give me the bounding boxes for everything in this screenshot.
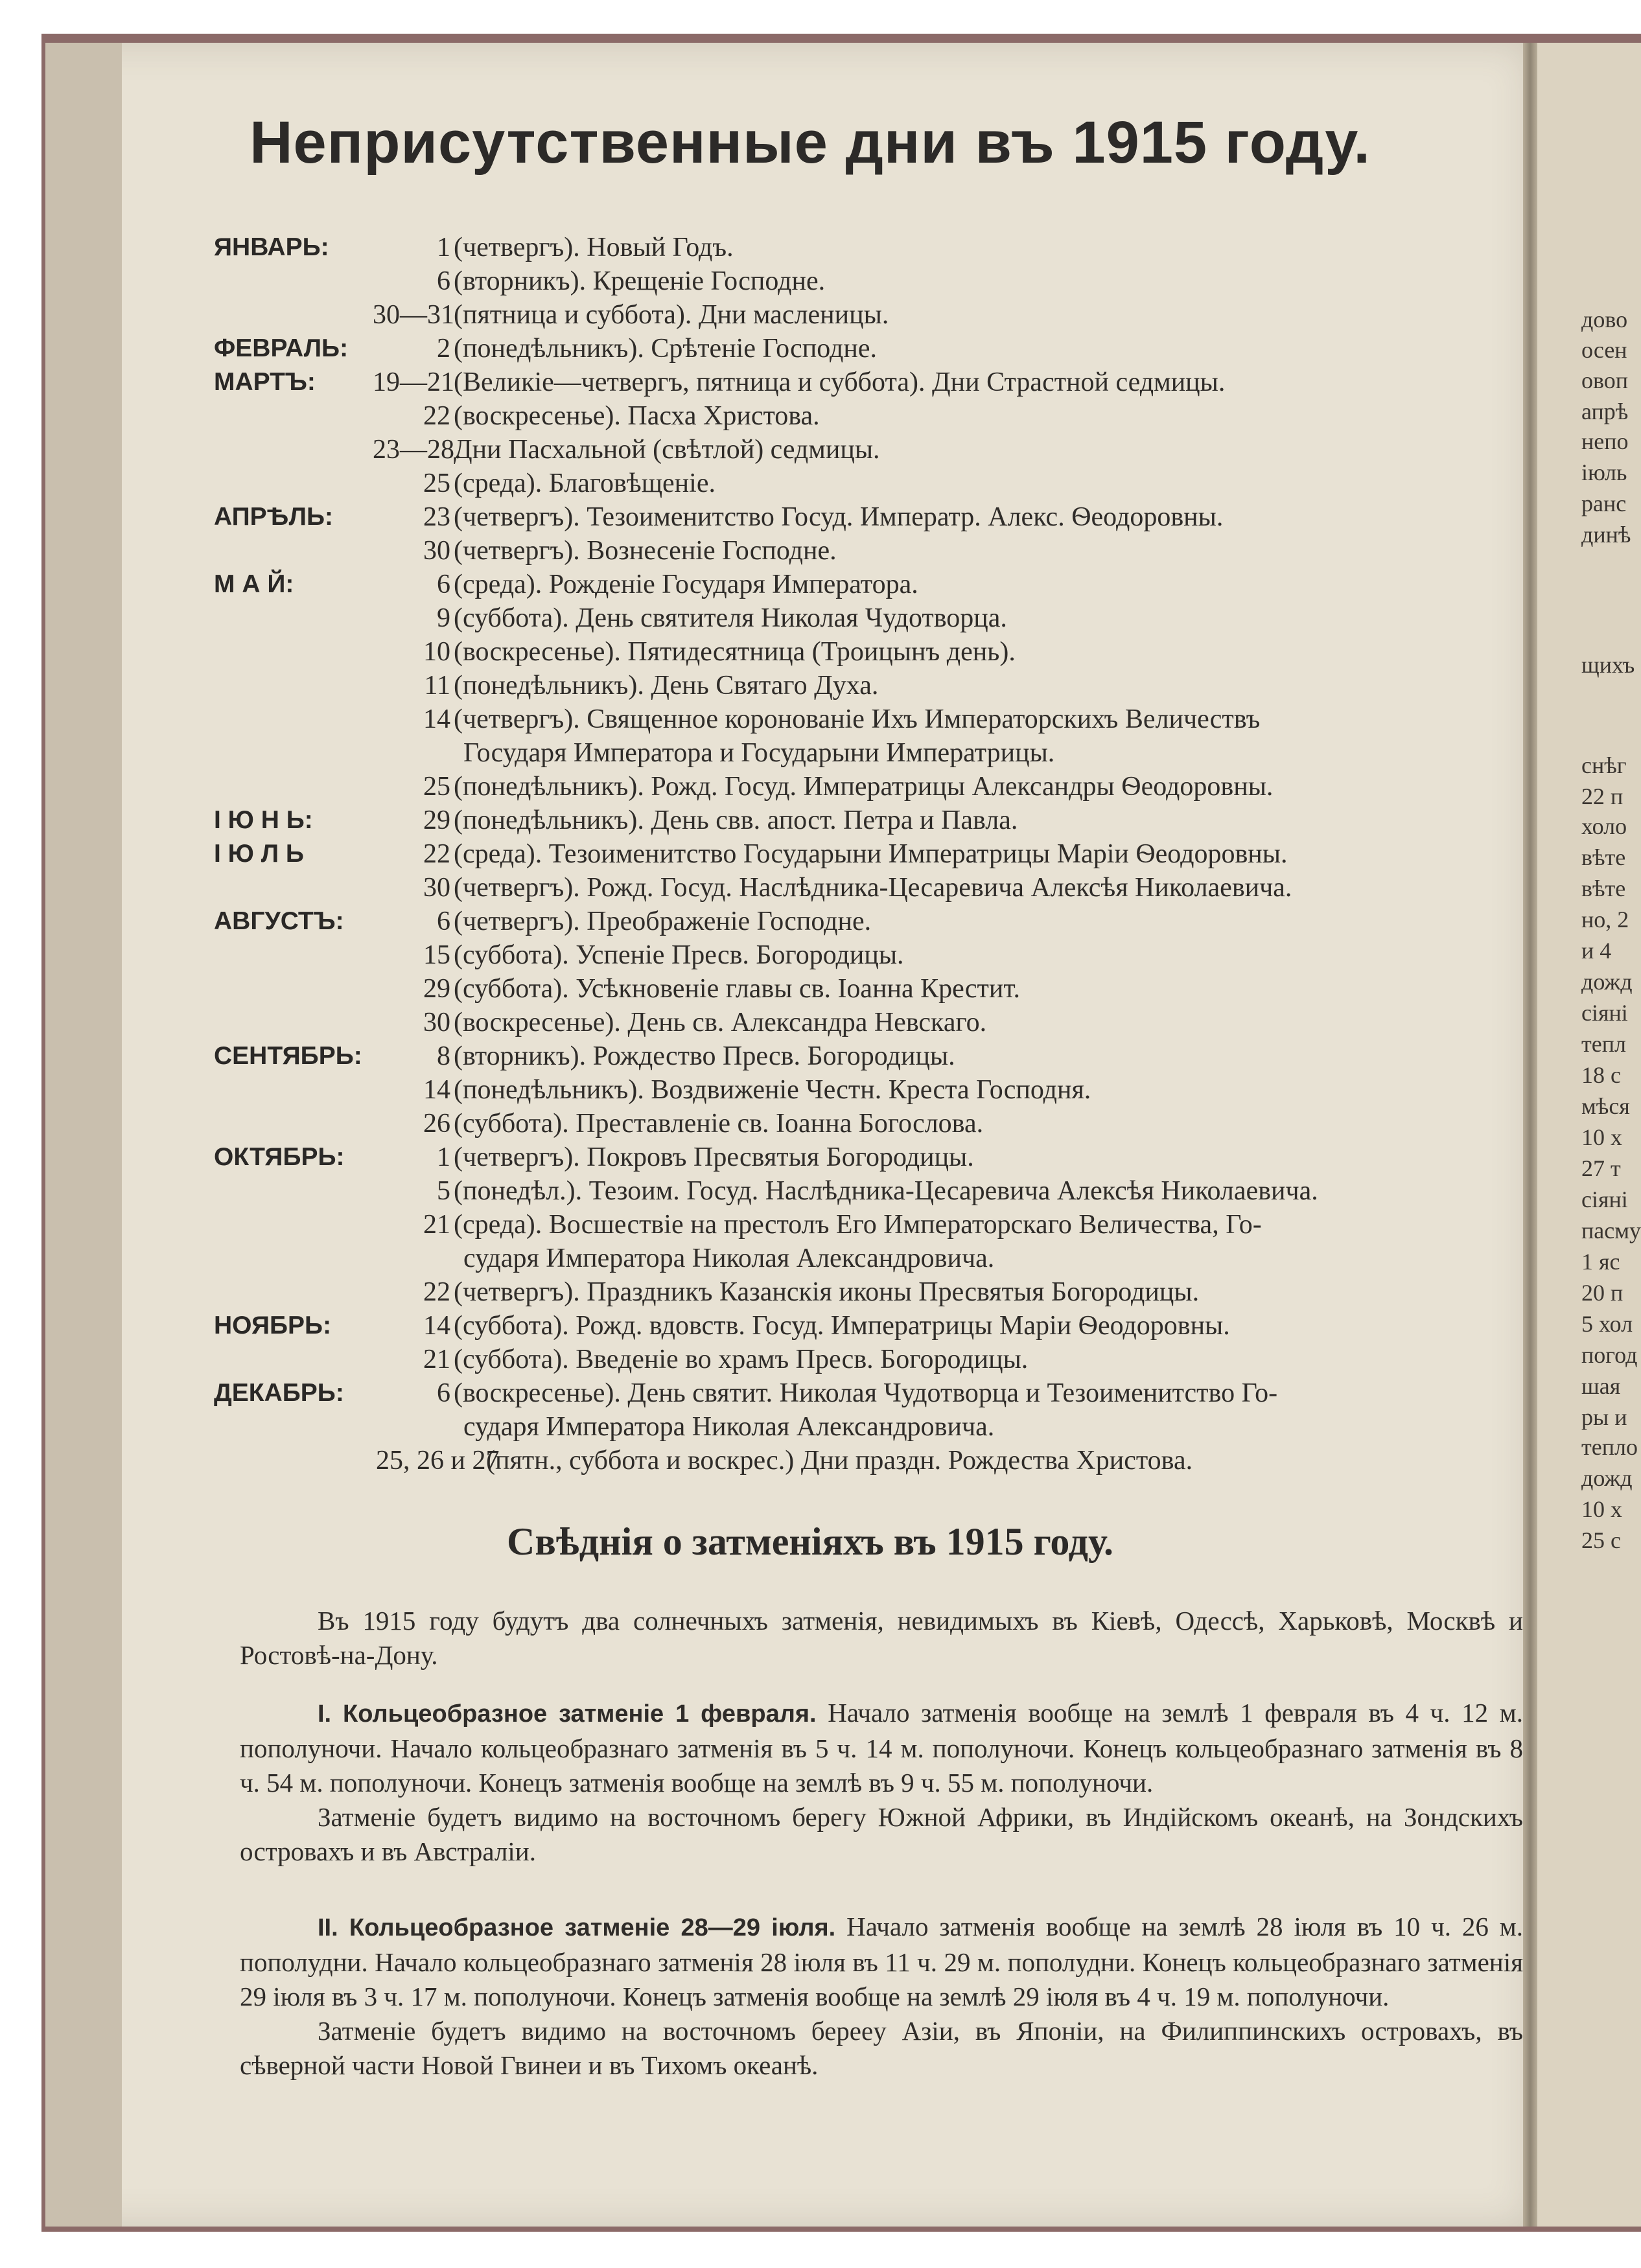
holiday-description: (пятница и суббота). Дни масленицы. xyxy=(454,300,889,330)
holiday-row xyxy=(214,669,1523,702)
holiday-day: 30 xyxy=(423,536,450,566)
holiday-day: 14 xyxy=(423,704,450,734)
holiday-month: АПРѢЛЬ: xyxy=(214,503,333,531)
holiday-description: (понедѣл.). Тезоим. Госуд. Наслѣдника-Цесаревича Алексѣя Николаевича. xyxy=(454,1176,1318,1206)
holiday-row xyxy=(214,871,1523,905)
holiday-row xyxy=(214,467,1523,500)
facing-page-fragment: погод xyxy=(1581,1342,1638,1368)
facing-page-fragment: мѣся xyxy=(1581,1093,1630,1119)
page-edge xyxy=(45,43,122,2227)
holiday-row xyxy=(214,568,1523,601)
holiday-row xyxy=(214,938,1523,972)
facing-page-fragment: холо xyxy=(1581,813,1627,839)
facing-page-fragment: ранс xyxy=(1581,491,1627,516)
holiday-day: 9 xyxy=(437,603,450,633)
holiday-description: (четвергъ). Покровъ Пресвятыя Богородицы. xyxy=(454,1142,974,1172)
holiday-day: 29 xyxy=(423,805,450,835)
holiday-day: 29 xyxy=(423,974,450,1004)
holiday-description: (среда). Благовѣщеніе. xyxy=(454,469,716,498)
eclipse-1-text: Начало затменія вообще на землѣ 1 февраля въ 4 ч. 12 м. пополуночи. Начало кольцеобразнаго затменія въ 5 ч. 14 м. пополуночи. Конецъ кольцеобразнаго затменія въ 8 ч. 54 м. пополуночи. Конецъ затменія вообще на землѣ въ 9 ч. 55 м. пополуночи. xyxy=(240,1698,1523,1798)
facing-page-fragment: тепл xyxy=(1581,1031,1626,1057)
eclipse-1-visibility: Затменіе будетъ видимо на восточномъ берегу Южной Африки, въ Индійскомъ океанѣ, на Зондскихъ островахъ и въ Австраліи. xyxy=(240,1802,1523,1866)
holiday-day: 25, 26 и 27 xyxy=(376,1446,500,1475)
holiday-row xyxy=(214,534,1523,568)
facing-page-fragment: дожд xyxy=(1581,969,1633,995)
holiday-description: (четвергъ). Рожд. Госуд. Наслѣдника-Цесаревича Алексѣя Николаевича. xyxy=(454,873,1292,903)
holiday-day: 5 xyxy=(437,1176,450,1206)
holiday-row xyxy=(214,1444,1523,1477)
holiday-description: (понедѣльникъ). День Святаго Духа. xyxy=(454,671,879,700)
holiday-description: (среда). Тезоименитство Государыни Императрицы Маріи Ѳеодоровны. xyxy=(454,839,1288,869)
holiday-row xyxy=(214,702,1523,736)
holiday-day: 15 xyxy=(423,940,450,970)
holiday-month: СЕНТЯБРЬ: xyxy=(214,1042,362,1070)
holiday-row xyxy=(214,1208,1523,1242)
holiday-description: (воскресенье). Пасха Христова. xyxy=(454,401,820,431)
holiday-row xyxy=(214,332,1523,365)
holiday-day: 1 xyxy=(437,1142,450,1172)
holiday-day: 11 xyxy=(424,671,450,700)
facing-page-fragment: 18 с xyxy=(1581,1062,1621,1088)
holiday-day: 14 xyxy=(423,1311,450,1341)
holiday-description: (четвергъ). Вознесеніе Господне. xyxy=(454,536,837,566)
holiday-day: 23—28. xyxy=(373,435,461,465)
facing-page-fragment: дожд xyxy=(1581,1465,1633,1491)
holiday-description: (Великіе—четвергъ, пятница и суббота). Дни Страстной седмицы. xyxy=(454,367,1226,397)
holiday-month: ФЕВРАЛЬ: xyxy=(214,334,349,362)
holiday-month: НОЯБРЬ: xyxy=(214,1312,332,1339)
facing-page-fragment: дово xyxy=(1581,307,1628,332)
holiday-day: 6 xyxy=(437,907,450,936)
holiday-month: МАРТЪ: xyxy=(214,368,316,396)
facing-page-fragment: 10 х xyxy=(1581,1496,1622,1522)
facing-page-fragment: непо xyxy=(1581,428,1629,454)
holiday-description: (среда). Рожденіе Государя Императора. xyxy=(454,570,918,599)
holiday-row xyxy=(214,399,1523,433)
holiday-description: сударя Императора Николая Александровича. xyxy=(463,1244,995,1273)
holiday-description: (среда). Восшествіе на престолъ Его Императорскаго Величества, Го- xyxy=(454,1210,1262,1240)
holiday-day: 10 xyxy=(423,637,450,667)
holiday-description: Дни Пасхальной (свѣтлой) седмицы. xyxy=(454,435,880,465)
holiday-row xyxy=(214,433,1523,467)
holiday-row xyxy=(214,601,1523,635)
holiday-day: 30 xyxy=(423,873,450,903)
holiday-row xyxy=(214,298,1523,332)
holiday-row xyxy=(214,1140,1523,1174)
eclipse-2-block xyxy=(240,1910,1523,2083)
holiday-description: (понедѣльникъ). День свв. апост. Петра и Павла. xyxy=(454,805,1018,835)
holiday-day: 23 xyxy=(423,502,450,532)
holiday-day: 22 xyxy=(423,401,450,431)
holiday-month: ОКТЯБРЬ: xyxy=(214,1143,345,1171)
facing-page-fragment: 27 т xyxy=(1581,1155,1621,1181)
holiday-description: Государя Императора и Государыни Императрицы. xyxy=(463,738,1055,768)
facing-page-fragment: 25 с xyxy=(1581,1527,1621,1553)
holiday-day: 6 xyxy=(437,570,450,599)
holiday-day: 6 xyxy=(437,266,450,296)
facing-page-fragment: 22 п xyxy=(1581,783,1624,809)
eclipse-2-visibility: Затменіе будетъ видимо на восточномъ береeу Азіи, въ Японіи, на Филиппинскихъ островахъ, въ сѣверной части Новой Гвинеи и въ Тихомъ океанѣ. xyxy=(240,2016,1523,2080)
facing-page-fragment: и 4 xyxy=(1581,938,1612,964)
holiday-description: (воскресенье). День св. Александра Невскаго. xyxy=(454,1008,987,1037)
holiday-description: (четвергъ). Священное коронованіе Ихъ Императорскихъ Величествъ xyxy=(454,704,1261,734)
holiday-row xyxy=(214,1073,1523,1107)
eclipse-2-heading: II. Кольцеобразное затменіе 28—29 іюля. xyxy=(318,1914,836,1941)
holiday-day: 19—21 xyxy=(373,367,454,397)
holiday-row xyxy=(214,1343,1523,1376)
holiday-description: (суббота). Введеніе во храмъ Пресв. Богородицы. xyxy=(454,1345,1029,1374)
holiday-row xyxy=(214,1039,1523,1073)
book-gutter xyxy=(1523,43,1537,2227)
holiday-day: 6 xyxy=(437,1378,450,1408)
holiday-description: (понедѣльникъ). Рожд. Госуд. Императрицы Александры Ѳеодоровны. xyxy=(454,772,1274,802)
eclipse-1-heading: I. Кольцеобразное затменіе 1 февраля. xyxy=(318,1700,817,1728)
eclipse-section-title: Свѣднія о затменіяхъ въ 1915 году. xyxy=(507,1520,1113,1563)
facing-page-fragment: динѣ xyxy=(1581,522,1631,548)
holiday-month: І Ю Н Ь: xyxy=(214,806,313,834)
facing-page-fragment: вѣте xyxy=(1581,875,1626,901)
holiday-day: 30 xyxy=(423,1008,450,1037)
holiday-description: (четвергъ). Тезоименитство Госуд. Императр. Алекс. Ѳеодоровны. xyxy=(454,502,1224,532)
holiday-month: АВГУСТЪ: xyxy=(214,907,344,935)
holiday-description: (вторникъ). Крещеніе Господне. xyxy=(454,266,826,296)
holiday-day: 8 xyxy=(437,1041,450,1071)
facing-page-fragment: 10 х xyxy=(1581,1124,1622,1150)
holiday-day: 14 xyxy=(423,1075,450,1105)
holiday-day: 30—31 xyxy=(373,300,454,330)
eclipse-intro-block xyxy=(240,1604,1523,1672)
holiday-description: (воскресенье). Пятидесятница (Троицынъ день). xyxy=(454,637,1016,667)
holiday-row xyxy=(214,1410,1523,1444)
facing-page-fragment: пасму xyxy=(1581,1218,1641,1244)
eclipse-2-paragraph xyxy=(240,1910,1523,2014)
holiday-description: (суббота). Рожд. вдовств. Госуд. Императрицы Маріи Ѳеодоровны. xyxy=(454,1311,1230,1341)
holiday-day: 25 xyxy=(423,772,450,802)
holiday-row xyxy=(214,1006,1523,1039)
holiday-description: (вторникъ). Рождество Пресв. Богородицы. xyxy=(454,1041,955,1071)
holiday-row xyxy=(214,804,1523,837)
holiday-row xyxy=(214,770,1523,804)
facing-page-fragment: апрѣ xyxy=(1581,399,1629,424)
holiday-day: 21 xyxy=(423,1210,450,1240)
holiday-description: (суббота). Преставленіе св. Іоанна Богослова. xyxy=(454,1109,984,1139)
holiday-row xyxy=(214,1309,1523,1343)
holiday-description: (воскресенье). День святит. Николая Чудотворца и Тезоименитство Го- xyxy=(454,1378,1278,1408)
holiday-day: 25 xyxy=(423,469,450,498)
holiday-row xyxy=(214,1107,1523,1140)
eclipse-1-block xyxy=(240,1696,1523,1869)
holiday-row xyxy=(214,1275,1523,1309)
facing-page-fragment: 20 п xyxy=(1581,1280,1624,1306)
holiday-day: 21 xyxy=(423,1345,450,1374)
holiday-month: ДЕКАБРЬ: xyxy=(214,1379,344,1407)
eclipse-intro: Въ 1915 году будутъ два солнечныхъ затменія, невидимыхъ въ Кіевѣ, Одессѣ, Харьковѣ, Москвѣ и Ростовѣ-на-Дону. xyxy=(240,1606,1523,1670)
holiday-row xyxy=(214,1376,1523,1410)
facing-page-fragment: 5 хол xyxy=(1581,1311,1633,1337)
holiday-row xyxy=(214,500,1523,534)
facing-page-fragment: овоп xyxy=(1581,367,1629,393)
holiday-description: (понедѣльникъ). Воздвиженіе Честн. Креста Господня. xyxy=(454,1075,1091,1105)
holiday-description: (четвергъ). Праздникъ Казанскія иконы Пресвятыя Богородицы. xyxy=(454,1277,1200,1307)
holiday-day: 22 xyxy=(423,1277,450,1307)
holiday-day: 22 xyxy=(423,839,450,869)
holiday-row xyxy=(214,905,1523,938)
holiday-row xyxy=(214,231,1523,264)
page-title: Неприсутственные дни въ 1915 году. xyxy=(250,110,1371,176)
facing-page-fragment: сіяні xyxy=(1581,1000,1628,1026)
holiday-description: (суббота). Усѣкновеніе главы св. Іоанна Крестит. xyxy=(454,974,1021,1004)
facing-page-fragment: вѣте xyxy=(1581,844,1626,870)
facing-page-fragment: осен xyxy=(1581,337,1627,363)
holiday-row xyxy=(214,264,1523,298)
facing-page-fragment: снѣг xyxy=(1581,752,1627,778)
facing-page-fragment: сіяні xyxy=(1581,1186,1628,1212)
facing-page-fragment: но, 2 xyxy=(1581,907,1629,932)
facing-page-fragment: 1 яс xyxy=(1581,1249,1620,1275)
holiday-row xyxy=(214,837,1523,871)
holiday-description: сударя Императора Николая Александровича. xyxy=(463,1412,995,1442)
holiday-row xyxy=(214,1242,1523,1275)
holiday-row xyxy=(214,635,1523,669)
holiday-row xyxy=(214,736,1523,770)
holiday-day: 2 xyxy=(437,334,450,364)
holiday-day: 26 xyxy=(423,1109,450,1139)
eclipse-1-paragraph xyxy=(240,1696,1523,1800)
facing-page-fragment: щихъ xyxy=(1581,652,1635,678)
holiday-month: М А Й: xyxy=(214,570,294,598)
eclipse-2-text: Начало затменія вообще на землѣ 28 іюля въ 10 ч. 26 м. пополудни. Начало кольцеобразнаго затменія 28 іюля въ 11 ч. 29 м. пополудни. Конецъ кольцеобразнаго затменія 29 іюля въ 3 ч. 17 м. пополуночи. Конецъ затменія вообще на землѣ 29 іюля въ 4 ч. 19 м. пополуночи. xyxy=(240,1912,1523,2011)
facing-page-fragment: тепло xyxy=(1581,1434,1638,1460)
holiday-description: (пятн., суббота и воскрес.) Дни праздн. Рождества Христова. xyxy=(486,1446,1193,1475)
holiday-day: 1 xyxy=(437,233,450,262)
holiday-month: І Ю Л Ь xyxy=(214,840,304,868)
holiday-list xyxy=(214,231,1523,1477)
facing-page-fragment: ры и xyxy=(1581,1404,1627,1430)
holiday-description: (четвергъ). Новый Годъ. xyxy=(454,233,734,262)
holiday-row xyxy=(214,1174,1523,1208)
holiday-month: ЯНВАРЬ: xyxy=(214,233,329,261)
facing-page-fragment: шая xyxy=(1581,1373,1621,1399)
holiday-row xyxy=(214,365,1523,399)
holiday-description: (понедѣльникъ). Срѣтеніе Господне. xyxy=(454,334,878,364)
holiday-description: (четвергъ). Преображеніе Господне. xyxy=(454,907,872,936)
holiday-description: (суббота). День святителя Николая Чудотворца. xyxy=(454,603,1007,633)
holiday-row xyxy=(214,972,1523,1006)
holiday-description: (суббота). Успеніе Пресв. Богородицы. xyxy=(454,940,904,970)
facing-page-fragment: іюль xyxy=(1581,459,1627,485)
